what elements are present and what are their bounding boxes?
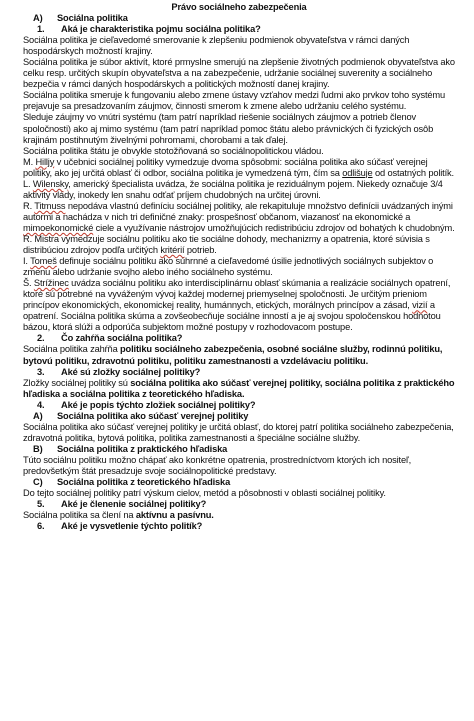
question-number: 6. [37, 521, 45, 532]
text-run: L. [23, 178, 33, 189]
subsection-title: Sociálna politika z teoretického hľadiska [57, 477, 231, 488]
document-body [23, 2, 455, 532]
author-name: Titmuss [34, 200, 66, 211]
question-heading [23, 333, 455, 344]
question-heading [23, 400, 455, 411]
underlined-word: mimoekonomické [23, 222, 94, 233]
text-run: uvádza sociálnu politiku ako interdisciplinárnu oblasť skúmania a realizácie sociálnych opatrení, ktoré sú potrebné na vyváženým vývoj každej modernej priemyselnej spoločnosti. Je určitým prieniom princípov ekonomických, ekonomickej reality, humánnych, etických, morálnych princípov a zásad, [23, 278, 451, 311]
paragraph [23, 179, 455, 201]
author-name: Wilensky [32, 178, 69, 189]
question-number: 2. [37, 333, 45, 344]
question-heading [23, 24, 455, 35]
question-number: 5. [37, 499, 45, 510]
subsection-letter: A) [33, 410, 43, 421]
subsection-heading [23, 444, 455, 455]
text-run: R. [23, 200, 35, 211]
section-title: Sociálna politika [57, 13, 128, 24]
question-text: Aké je vysvetlenie týchto politík? [61, 521, 203, 532]
question-text: Aká je charakteristika pojmu sociálna politika? [61, 24, 261, 35]
text-run: definuje sociálnu politiku ako súhrnné a cieľavedomé úsilie jednotlivých sociálnych subjektov o zmenu alebo udržanie svojho alebo iného sociálneho systému. [23, 256, 434, 278]
text-run: a opatrení. Sociálna politika skúma a zovšeobecňuje sociálne inností a je aj svojou spoločenskou hodnotou bázou, ktorá slúži a odporúča subjektom možné postupy v rozhodovacom postupe. [23, 300, 441, 333]
paragraph: Túto sociálnu politiku možno chápať ako konkrétne opatrenia, prostredníctvom ktorých ich nositeľ, predovšetkým štát presadzuje svoje sociálnopolitické predstavy. [23, 454, 412, 476]
question-text: Aké je členenie sociálnej politiky? [61, 499, 207, 510]
underlined-word: kritérií [160, 245, 185, 256]
underlined-word: vizií [412, 300, 428, 311]
question-heading [23, 521, 455, 532]
paragraph: Sociálna politika smeruje k fungovaniu alebo zmene ústavy vzťahov medzi ľudmi ako prvkov toho systému prejavuje sa presadzovaním záujmov, činnosti smerom k zmene alebo udržaniu celého systému. [23, 90, 446, 112]
text-run: nepodáva vlastnú definíciu sociálnej politiky, ale rekapituluje množstvo definícii uvádzaných inými autormi a nachádza v nich tri definičné znaky: prospešnosť občanom, viazanosť na ekonomické a [23, 200, 453, 222]
paragraph: Sociálna politika je cieľavedomé smerovanie k zlepšeniu podmienok obyvateľstva v rámci daných hospodárskych možností krajiny. [23, 35, 410, 57]
text-run: Š. [23, 278, 34, 289]
bold-text: aktívnu a pasívnu. [135, 510, 214, 521]
bold-text: sociálna politika ako súčasť verejnej politiky, sociálna politika z praktického hľadiska a sociálna politika z teoretického hľadiska. [23, 377, 455, 399]
text-run: M. [23, 156, 36, 167]
text-run: Zložky sociálnej politiky sú [23, 377, 131, 388]
paragraph [23, 510, 455, 521]
subsection-title: Sociálna politika ako súčasť verejnej politiky [57, 410, 249, 421]
text-run: potrieb. [184, 245, 217, 256]
subsection-heading [23, 411, 455, 422]
text-run: od ostatných politík. [372, 167, 454, 178]
question-text: Aké je popis týchto zložiek sociálnej politiky? [61, 399, 256, 410]
question-number: 3. [37, 366, 45, 377]
subsection-title: Sociálna politika z praktického hľadiska [57, 443, 228, 454]
text-run: ciele a využívanie nástrojov umožňujúcich redistribúciu zdrojov od bohatých k chudobným. [93, 222, 455, 233]
subsection-heading [23, 477, 455, 488]
text-run: Sociálna politika sa člení na [23, 510, 136, 521]
question-number: 4. [37, 399, 45, 410]
paragraph [23, 278, 455, 333]
paragraph [23, 256, 455, 278]
page-title: Právo sociálneho zabezpečenia [171, 2, 307, 12]
text-run: Sociálna politika zahŕňa [23, 344, 121, 355]
text-run: , americký špecialista uvádza, že sociálna politika je reziduálnym pojem. Niekedy označuje 3/4 aktivity vlády, inokedy len snahu odťať príjem chudobných na určitej úrovni. [23, 178, 443, 200]
paragraph [23, 378, 455, 400]
subsection-letter: B) [33, 443, 43, 454]
paragraph [23, 344, 455, 366]
paragraph [23, 157, 455, 179]
question-heading [23, 499, 455, 510]
subsection-letter: C) [33, 477, 43, 488]
section-heading [23, 13, 455, 24]
paragraph: Sociálna politika štátu je obvykle stotožňovaná so sociálnopolitickou vládou. [23, 145, 324, 156]
text-run: v učebnici sociálnej politiky vymedzuje dvoma spôsobmi: sociálna politika ako súčasť verejnej politiky, ako jej určitá oblasť či odbor, sociálna politika je vymedzená tým, čím sa [23, 156, 428, 178]
paragraph: Do tejto sociálnej politiky patrí výskum cielov, metód a pôsobnosti v oblasti sociálnej politiky. [23, 488, 386, 499]
paragraph [23, 201, 455, 234]
paragraph [23, 234, 455, 256]
author-name: Hilljy [35, 156, 55, 167]
question-text: Aké sú zložky sociálnej politiky? [61, 366, 201, 377]
section-letter: A) [33, 13, 43, 24]
question-text: Čo zahŕňa sociálna politika? [61, 333, 183, 344]
text-run: I. [23, 256, 31, 267]
paragraph: Sociálna politika ako súčasť verejnej politiky je určitá oblasť, do ktorej patrí politika sociálneho zabezpečenia, zdravotná politika, bytová politika, politika zamestnanosti a špeciálne sociálne služby. [23, 421, 454, 443]
paragraph: Sleduje záujmy vo vnútri systému (tam patrí napríklad riešenie sociálnych záujmov a potrieb členov spoločnosti) ako aj mimo systému (tam patrí napríklad pomoc štátu alebo právnických či fyzických osôb krajinám postihnutým živelnými pohromami, chorobami a tak ďalej. [23, 112, 434, 145]
author-name: Tomeš [30, 256, 57, 267]
author-name: Strížinec [33, 278, 69, 289]
paragraph: Sociálna politika je súbor aktivít, ktoré prmyslne smerujú na zlepšenie životných podmienok obyvateľstva ako celku resp. určitých skupín obyvateľstva a na zabezpečenie, udržanie sociálnej suverenity a sociálneho bezpečia v rámci daných hospodárskych a politických možností danej krajiny. [23, 57, 455, 90]
bold-text: politiku sociálneho zabezpečenia, osobné sociálne služby, rodinnú politiku, bytovú politiku, zdravotnú politiku, politiku zamestnanosti a vzdelávaciu politiku. [23, 344, 443, 366]
question-number: 1. [37, 24, 45, 35]
underlined-word: odlišuje [342, 167, 373, 178]
question-heading [23, 367, 455, 378]
text-run: R. Mistra vymedzuje sociálnu politiku ako tie sociálne dohody, mechanizmy a opatrenia, ktoré súvisia s distribúciou zdrojov podľa určitých [23, 233, 430, 256]
